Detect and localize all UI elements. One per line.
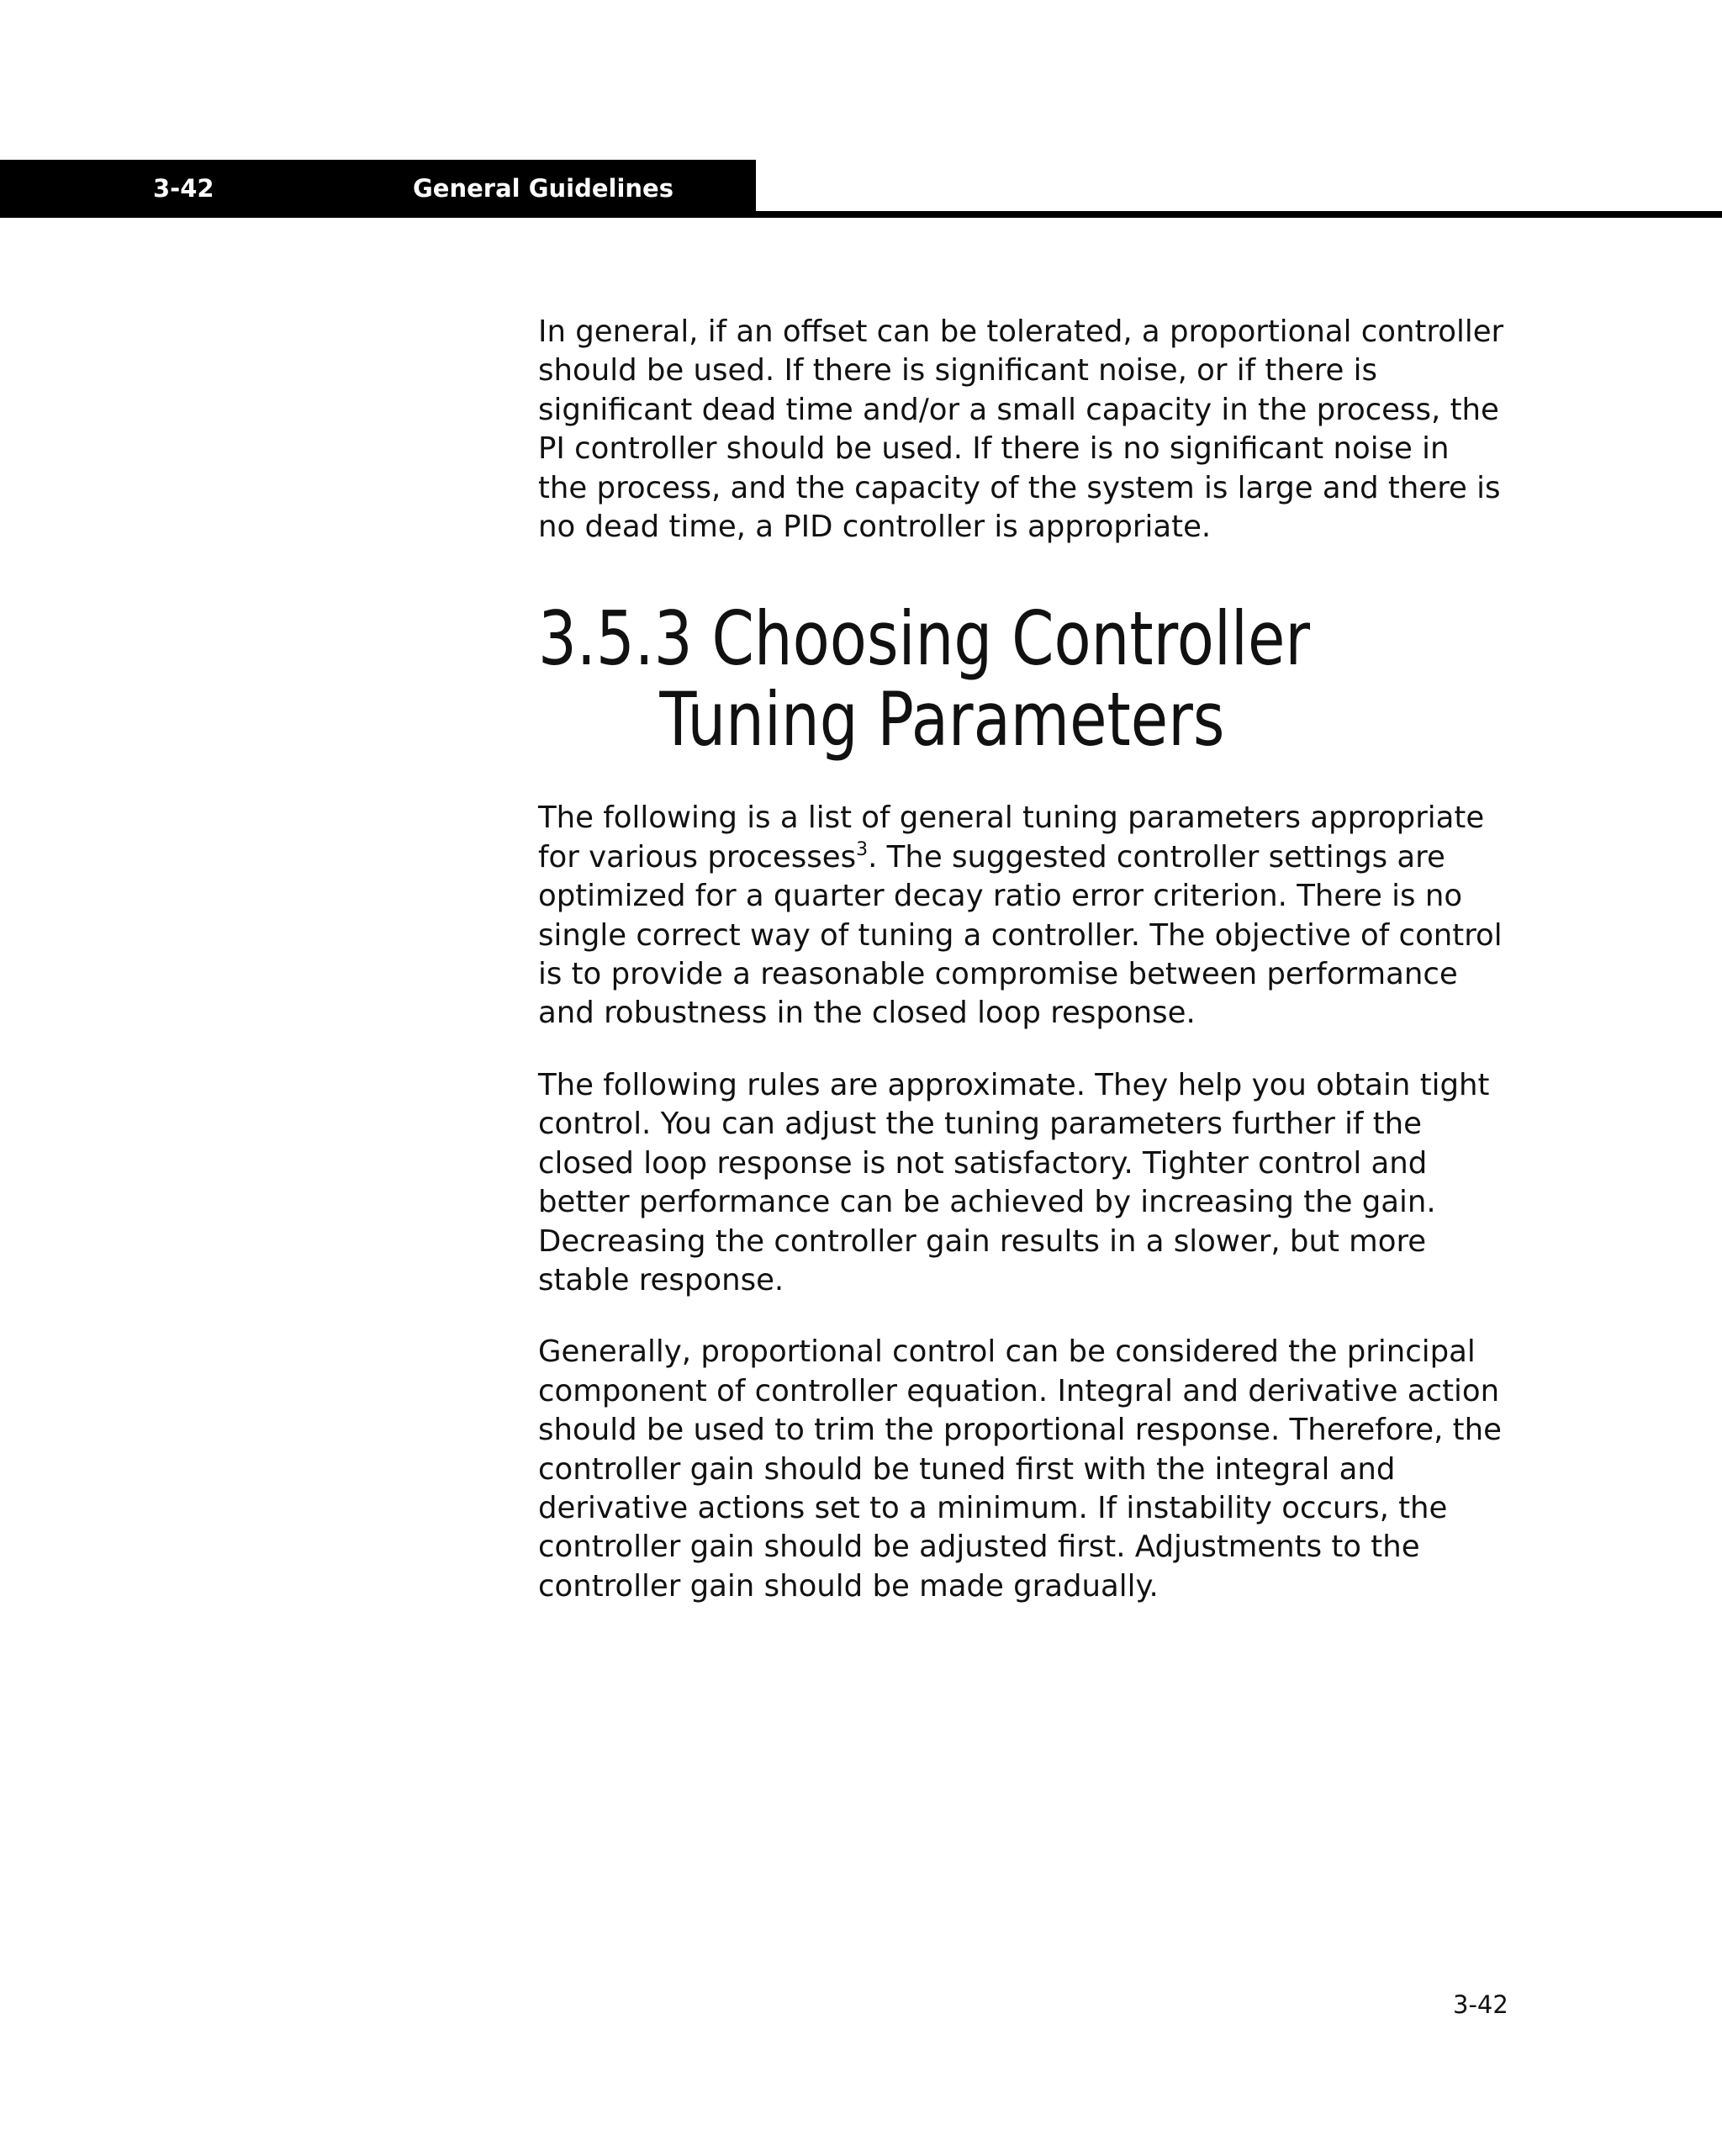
header-section-title: General Guidelines	[413, 174, 673, 203]
footer-page-number: 3-42	[1453, 1990, 1508, 2019]
section-heading-line-2: Tuning Parameters	[659, 676, 1225, 764]
header-page-number: 3-42	[153, 174, 214, 203]
section-heading	[538, 595, 1365, 764]
paragraph-text: . The suggested controller settings are optimized for a quarter decay ratio error criterion. There is no single correct way of tuning a controller. The objective of control is to provide a reasonable compromise between performance and robustness in the closed loop response.	[538, 839, 1503, 1031]
page-content	[538, 313, 1547, 1606]
footnote-marker[interactable]: 3	[856, 838, 869, 860]
tuning-parameters-paragraph	[538, 799, 1547, 1033]
intro-paragraph: In general, if an offset can be tolerated, a proportional controller should be used. If there is significant noise, or if there is significant dead time and/or a small capacity in the process, the PI controller should be used. If there is no significant noise in the process, and the capacity of the system is large and there is no dead time, a PID controller is appropriate.	[538, 314, 1504, 545]
approximate-rules-paragraph: The following rules are approximate. They help you obtain tight control. You can adjust the tuning parameters further if the closed loop response is not satisfactory. Tighter control and better performance can be achieved by increasing the gain. Decreasing the controller gain results in a slower, but more stable response.	[538, 1067, 1490, 1297]
header-rule	[756, 211, 1722, 218]
proportional-control-paragraph: Generally, proportional control can be considered the principal component of controller equation. Integral and derivative action should be used to trim the proportional response. Therefore, the controller gain should be tuned first with the integral and derivative actions set to a minimum. If instability occurs, the controller gain should be adjusted first. Adjustments to the controller gain should be made gradually.	[538, 1334, 1502, 1604]
paragraph-text: The following is a list of general tuning parameters appropriate for various processes	[538, 801, 1485, 875]
section-heading-line-1: 3.5.3 Choosing Controller	[538, 595, 1311, 683]
